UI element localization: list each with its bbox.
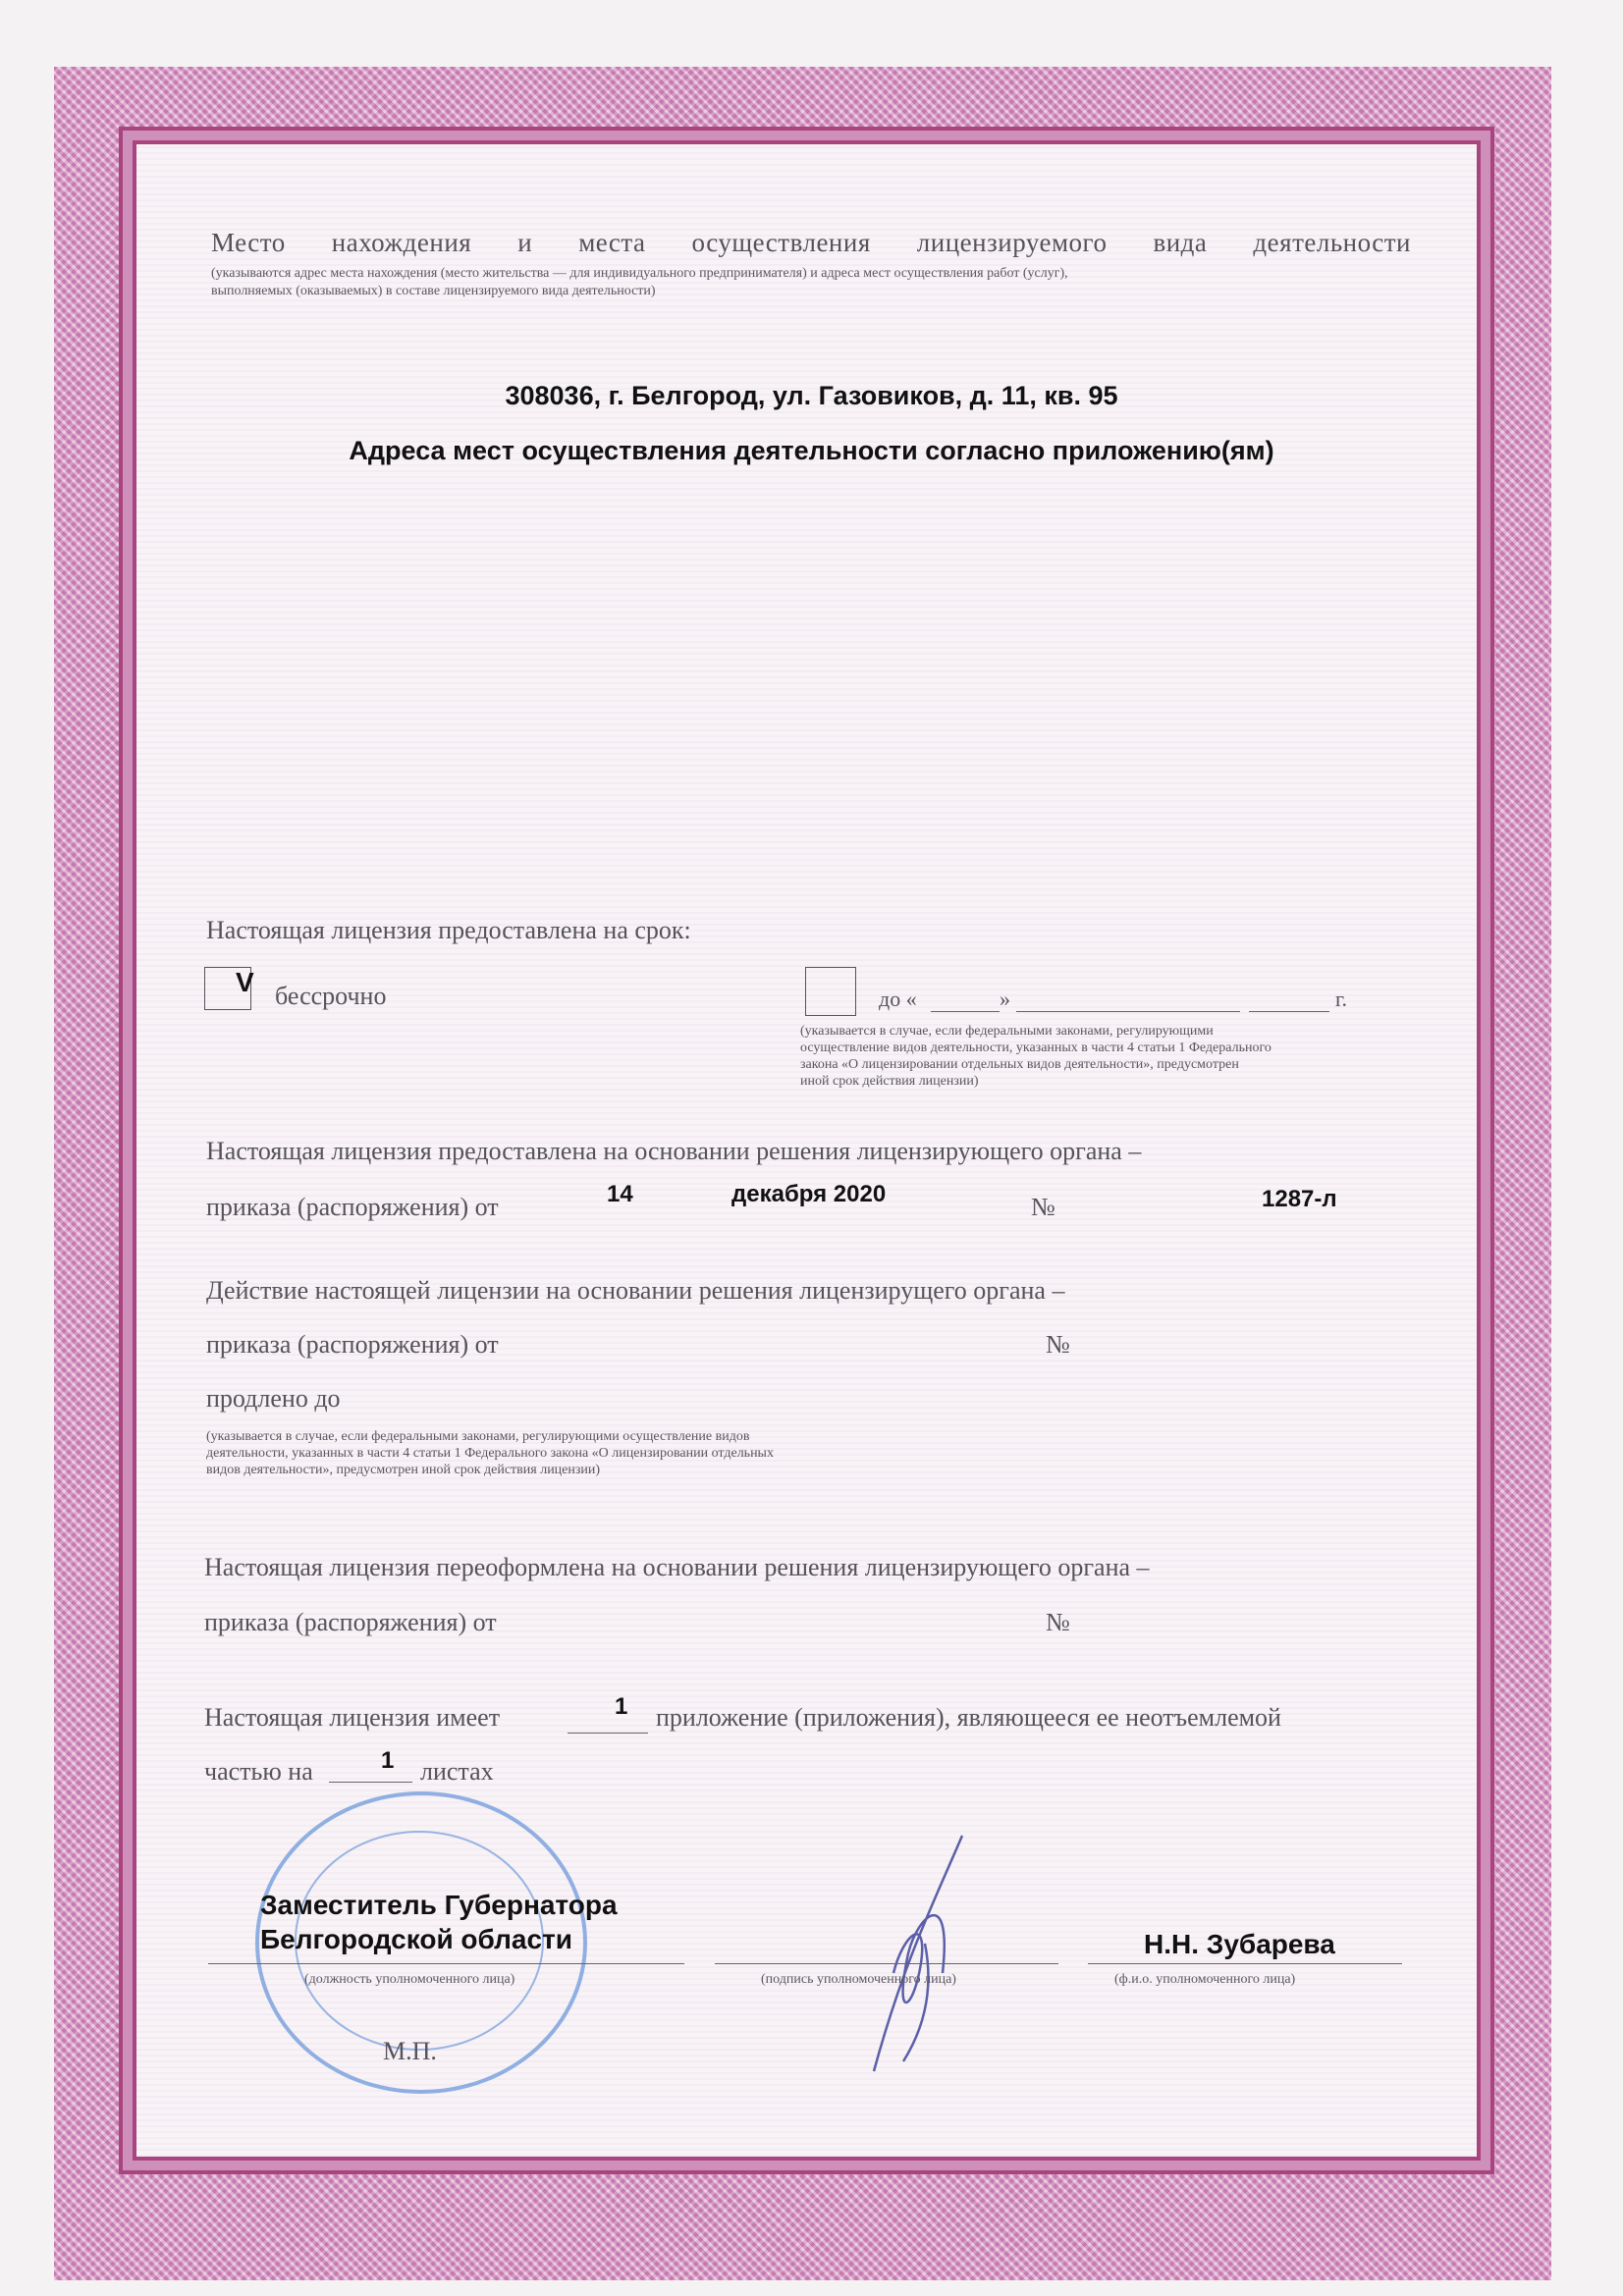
name-caption: (ф.и.о. уполномоченного лица): [1114, 1972, 1296, 1987]
term-note-3: закона «О лицензировании отдельных видов деятельности», предусмотрен: [800, 1057, 1239, 1072]
annex-count: 1: [615, 1693, 628, 1720]
address: 308036, г. Белгород, ул. Газовиков, д. 11, кв. 95: [505, 381, 1118, 410]
extension-order-label: приказа (распоряжения) от: [206, 1330, 499, 1359]
annex-sheets-before: частью на: [204, 1757, 313, 1786]
basis-order-label: приказа (распоряжения) от: [206, 1193, 499, 1221]
term-note-4: иной срок действия лицензии): [800, 1074, 979, 1089]
stamp-mark: М.П.: [383, 2037, 437, 2065]
extension-extended-label: продлено до: [206, 1384, 341, 1413]
indefinite-mark: V: [236, 967, 254, 997]
position-caption: (должность уполномоченного лица): [304, 1972, 515, 1987]
location-heading: Место нахождения и места осуществления лицензируемого вида деятельности: [211, 228, 1411, 257]
extension-note-2: деятельности, указанных в части 4 статьи 1 Федерального закона «О лицензировании отдельных: [206, 1446, 774, 1461]
signature-caption: (подпись уполномоченного лица): [761, 1972, 956, 1987]
location-note-2: выполняемых (оказываемых) в составе лицензируемого вида деятельности): [211, 284, 656, 298]
reissue-heading: Настоящая лицензия переоформлена на основании решения лицензирующего органа –: [204, 1553, 1150, 1581]
basis-day: 14: [607, 1181, 633, 1207]
annex-text-after: приложение (приложения), являющееся ее неотъемлемой: [656, 1703, 1281, 1732]
basis-number: 1287-л: [1262, 1186, 1337, 1212]
basis-heading: Настоящая лицензия предоставлена на основании решения лицензирующего органа –: [206, 1137, 1142, 1165]
handwritten-signature: [835, 1826, 992, 2081]
annex-sheets: 1: [381, 1747, 395, 1774]
term-heading: Настоящая лицензия предоставлена на срок:: [206, 916, 691, 944]
term-note-2: осуществление видов деятельности, указанных в части 4 статьи 1 Федерального: [800, 1041, 1271, 1055]
reissue-number-label: №: [1046, 1608, 1070, 1636]
annex-sheets-after: листах: [420, 1757, 494, 1786]
extension-number-label: №: [1046, 1330, 1070, 1359]
basis-month-year: декабря 2020: [731, 1181, 887, 1207]
signer-name: Н.Н. Зубарева: [1144, 1929, 1335, 1959]
until-label: до «: [879, 987, 917, 1011]
annex-text-before: Настоящая лицензия имеет: [204, 1703, 501, 1732]
until-quote: »: [1000, 987, 1010, 1011]
year-suffix: г.: [1335, 987, 1348, 1011]
basis-number-label: №: [1031, 1193, 1055, 1221]
extension-heading: Действие настоящей лицензии на основании решения лицензирущего органа –: [206, 1276, 1065, 1305]
until-checkbox: [805, 967, 856, 1016]
location-note-1: (указываются адрес места нахождения (место жительства — для индивидуального предпринимателя) и адреса мест осуществления работ (услуг),: [211, 266, 1068, 281]
extension-note-1: (указывается в случае, если федеральными законами, регулирующими осуществление видов: [206, 1429, 750, 1444]
term-note-1: (указывается в случае, если федеральными законами, регулирующими: [800, 1024, 1214, 1039]
signer-position-line1: Заместитель Губернатора: [260, 1890, 618, 1920]
addresses-annex: Адреса мест осуществления деятельности согласно приложению(ям): [349, 436, 1274, 465]
indefinite-label: бессрочно: [275, 982, 387, 1010]
extension-note-3: видов деятельности», предусмотрен иной срок действия лицензии): [206, 1463, 601, 1477]
reissue-order-label: приказа (распоряжения) от: [204, 1608, 497, 1636]
signer-position-line2: Белгородской области: [260, 1924, 572, 1954]
